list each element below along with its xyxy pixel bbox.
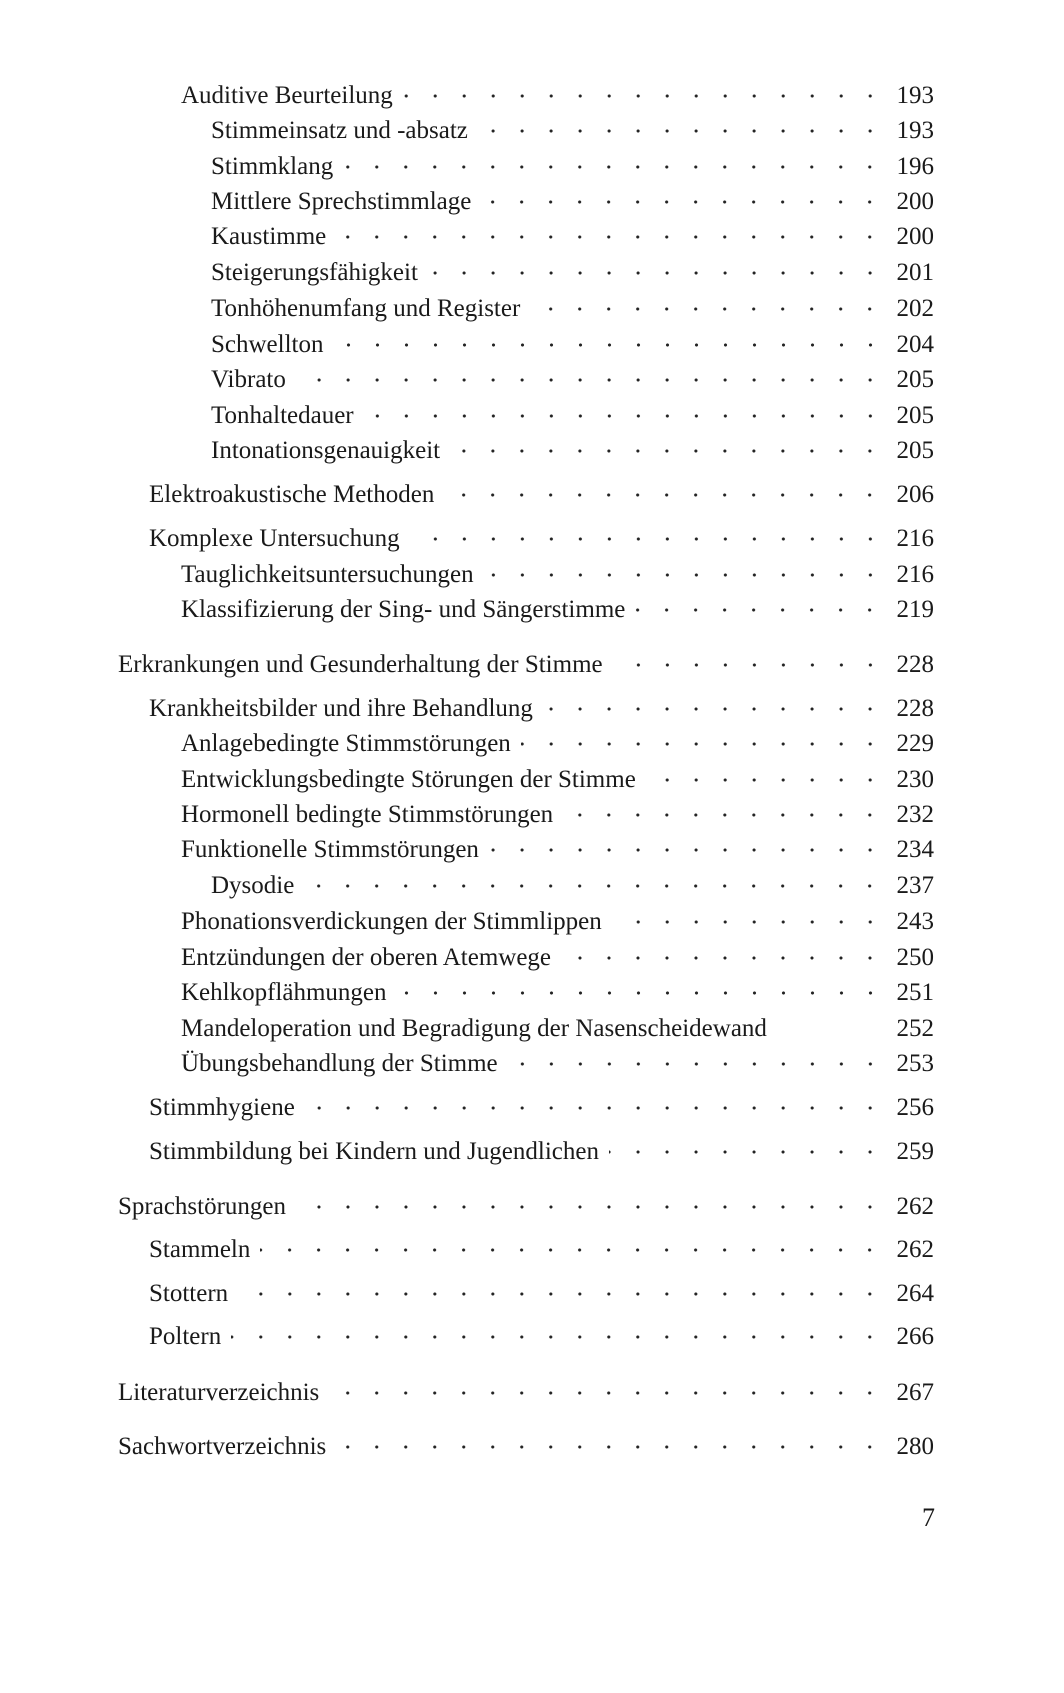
dot-leader xyxy=(329,1378,890,1408)
dot-leader xyxy=(530,294,890,324)
toc-entry-page: 250 xyxy=(896,944,934,971)
dot-leader xyxy=(304,871,890,901)
toc-entry-page: 228 xyxy=(896,695,934,722)
toc-entry-title: Tonhöhenumfang und Register xyxy=(211,295,521,322)
dot-leader xyxy=(777,1014,891,1044)
toc-entry-title: Literaturverzeichnis xyxy=(118,1379,320,1406)
dot-leader xyxy=(296,365,891,395)
dot-leader xyxy=(543,694,891,724)
toc-entry-page: 205 xyxy=(896,366,934,393)
toc-entry-title: Tonhaltedauer xyxy=(211,402,354,429)
toc-entry-page: 196 xyxy=(896,153,934,180)
dot-leader xyxy=(305,1093,891,1123)
toc-entry-title: Stimmklang xyxy=(211,153,334,180)
dot-leader xyxy=(609,1137,891,1167)
toc-entry xyxy=(211,871,934,901)
toc-entry-title: Kehlkopflähmungen xyxy=(181,979,387,1006)
dot-leader xyxy=(403,81,891,111)
toc-entry xyxy=(118,1432,934,1462)
toc-entry-page: 232 xyxy=(896,801,934,828)
toc-entry-page: 256 xyxy=(896,1094,934,1121)
toc-entry xyxy=(211,436,934,466)
toc-entry-page: 251 xyxy=(896,979,934,1006)
toc-entry xyxy=(118,1192,934,1222)
dot-leader xyxy=(397,978,891,1008)
toc-entry-page: 216 xyxy=(896,561,934,588)
dot-leader xyxy=(489,835,891,865)
toc-entry xyxy=(211,330,934,360)
toc-entry-title: Erkrankungen und Gesunderhaltung der Stimme xyxy=(118,651,603,678)
toc-entry-title: Phonationsverdickungen der Stimmlippen xyxy=(181,908,602,935)
toc-entry xyxy=(211,258,934,288)
dot-leader xyxy=(481,187,890,217)
toc-entry-title: Intonationsgenauigkeit xyxy=(211,437,441,464)
toc-entry xyxy=(181,1014,934,1044)
toc-entry-title: Tauglichkeitsuntersuchungen xyxy=(181,561,474,588)
toc-entry xyxy=(149,480,934,510)
toc-entry-title: Funktionelle Stimmstörungen xyxy=(181,836,479,863)
dot-leader xyxy=(521,729,891,759)
dot-leader xyxy=(428,258,891,288)
toc-entry-title: Stottern xyxy=(149,1280,229,1307)
toc-entry-title: Stimmeinsatz und -absatz xyxy=(211,117,468,144)
dot-leader xyxy=(336,222,890,252)
toc-entry-title: Krankheitsbilder und ihre Behandlung xyxy=(149,695,533,722)
toc-entry-page: 228 xyxy=(896,651,934,678)
dot-leader xyxy=(343,152,890,182)
toc-entry xyxy=(181,1049,934,1079)
toc-entry-title: Stimmhygiene xyxy=(149,1094,295,1121)
toc-entry xyxy=(181,907,934,937)
toc-entry-page: 193 xyxy=(896,82,934,109)
toc-entry-title: Sachwortverzeichnis xyxy=(118,1433,327,1460)
toc-entry-page: 205 xyxy=(896,402,934,429)
toc-entry-page: 253 xyxy=(896,1050,934,1077)
toc-entry xyxy=(181,560,934,590)
toc-entry xyxy=(181,765,934,795)
dot-leader xyxy=(238,1279,890,1309)
toc-entry xyxy=(211,222,934,252)
toc-entry xyxy=(149,524,934,554)
toc-entry-title: Mandeloperation und Begradigung der Nasenscheidewand xyxy=(181,1015,767,1042)
toc-entry-title: Steigerungsfähigkeit xyxy=(211,259,418,286)
toc-entry-title: Entzündungen der oberen Atemwege xyxy=(181,944,552,971)
toc-entry-page: 219 xyxy=(896,596,934,623)
toc-entry xyxy=(181,800,934,830)
toc-entry-page: 201 xyxy=(896,259,934,286)
toc-entry xyxy=(118,650,934,680)
dot-leader xyxy=(410,524,891,554)
toc-entry-page: 267 xyxy=(896,1379,934,1406)
toc-entry xyxy=(149,1137,934,1167)
toc-entry-page: 259 xyxy=(896,1138,934,1165)
dot-leader xyxy=(296,1192,890,1222)
toc-entry xyxy=(149,1235,934,1265)
toc-entry xyxy=(181,729,934,759)
toc-entry-page: 202 xyxy=(896,295,934,322)
dot-leader xyxy=(646,765,891,795)
toc-entry-page: 206 xyxy=(896,481,934,508)
toc-entry-page: 237 xyxy=(896,872,934,899)
toc-entry-page: 216 xyxy=(896,525,934,552)
toc-entry-page: 205 xyxy=(896,437,934,464)
toc-entry-page: 264 xyxy=(896,1280,934,1307)
toc-entry-page: 243 xyxy=(896,908,934,935)
toc-entry xyxy=(211,187,934,217)
toc-entry xyxy=(181,81,934,111)
toc-entry-page: 252 xyxy=(896,1015,934,1042)
toc-entry xyxy=(118,1378,934,1408)
toc-entry xyxy=(181,835,934,865)
toc-entry xyxy=(211,401,934,431)
toc-entry xyxy=(181,943,934,973)
page-number: 7 xyxy=(922,1503,935,1532)
dot-leader xyxy=(364,401,891,431)
toc-entry-page: 200 xyxy=(896,223,934,250)
toc-entry xyxy=(211,152,934,182)
toc-entry-page: 230 xyxy=(896,766,934,793)
dot-leader xyxy=(563,800,890,830)
toc-entry xyxy=(181,978,934,1008)
toc-entry-page: 262 xyxy=(896,1193,934,1220)
dot-leader xyxy=(231,1322,890,1352)
toc-entry-page: 193 xyxy=(896,117,934,144)
dot-leader xyxy=(561,943,890,973)
toc-entry xyxy=(211,365,934,395)
toc-entry-page: 200 xyxy=(896,188,934,215)
dot-leader xyxy=(444,480,890,510)
toc-entry-page: 262 xyxy=(896,1236,934,1263)
toc-entry xyxy=(181,595,934,625)
dot-leader xyxy=(613,650,891,680)
toc-entry-title: Mittlere Sprechstimmlage xyxy=(211,188,472,215)
toc-entry xyxy=(149,694,934,724)
toc-entry-title: Entwicklungsbedingte Störungen der Stimme xyxy=(181,766,636,793)
toc-entry-page: 229 xyxy=(896,730,934,757)
toc-entry-title: Sprachstörungen xyxy=(118,1193,287,1220)
toc-entry-title: Auditive Beurteilung xyxy=(181,82,393,109)
dot-leader xyxy=(612,907,891,937)
toc-entry-page: 266 xyxy=(896,1323,934,1350)
toc-entry-title: Dysodie xyxy=(211,872,295,899)
toc-entry xyxy=(149,1322,934,1352)
toc-entry-title: Klassifizierung der Sing- und Sängerstimme xyxy=(181,596,626,623)
toc-entry-title: Stimmbildung bei Kindern und Jugendlichen xyxy=(149,1138,599,1165)
dot-leader xyxy=(635,595,890,625)
toc-entry-page: 280 xyxy=(896,1433,934,1460)
toc-entry xyxy=(149,1279,934,1309)
toc-entry-title: Kaustimme xyxy=(211,223,327,250)
toc-entry-page: 234 xyxy=(896,836,934,863)
toc-entry-title: Schwellton xyxy=(211,331,324,358)
dot-leader xyxy=(450,436,890,466)
toc-entry-title: Elektroakustische Methoden xyxy=(149,481,435,508)
toc-entry xyxy=(211,294,934,324)
dot-leader xyxy=(334,330,891,360)
toc-entry xyxy=(211,116,934,146)
toc-entry-title: Stammeln xyxy=(149,1236,251,1263)
toc-entry-title: Vibrato xyxy=(211,366,286,393)
dot-leader xyxy=(478,116,891,146)
dot-leader xyxy=(336,1432,890,1462)
dot-leader xyxy=(484,560,891,590)
toc-entry-title: Poltern xyxy=(149,1323,222,1350)
dot-leader xyxy=(260,1235,890,1265)
toc-entry-title: Hormonell bedingte Stimmstörungen xyxy=(181,801,554,828)
toc-entry xyxy=(149,1093,934,1123)
dot-leader xyxy=(508,1049,891,1079)
toc-entry-title: Übungsbehandlung der Stimme xyxy=(181,1050,498,1077)
toc-entry-page: 204 xyxy=(896,331,934,358)
toc-entry-title: Anlagebedingte Stimmstörungen xyxy=(181,730,511,757)
toc-entry-title: Komplexe Untersuchung xyxy=(149,525,400,552)
